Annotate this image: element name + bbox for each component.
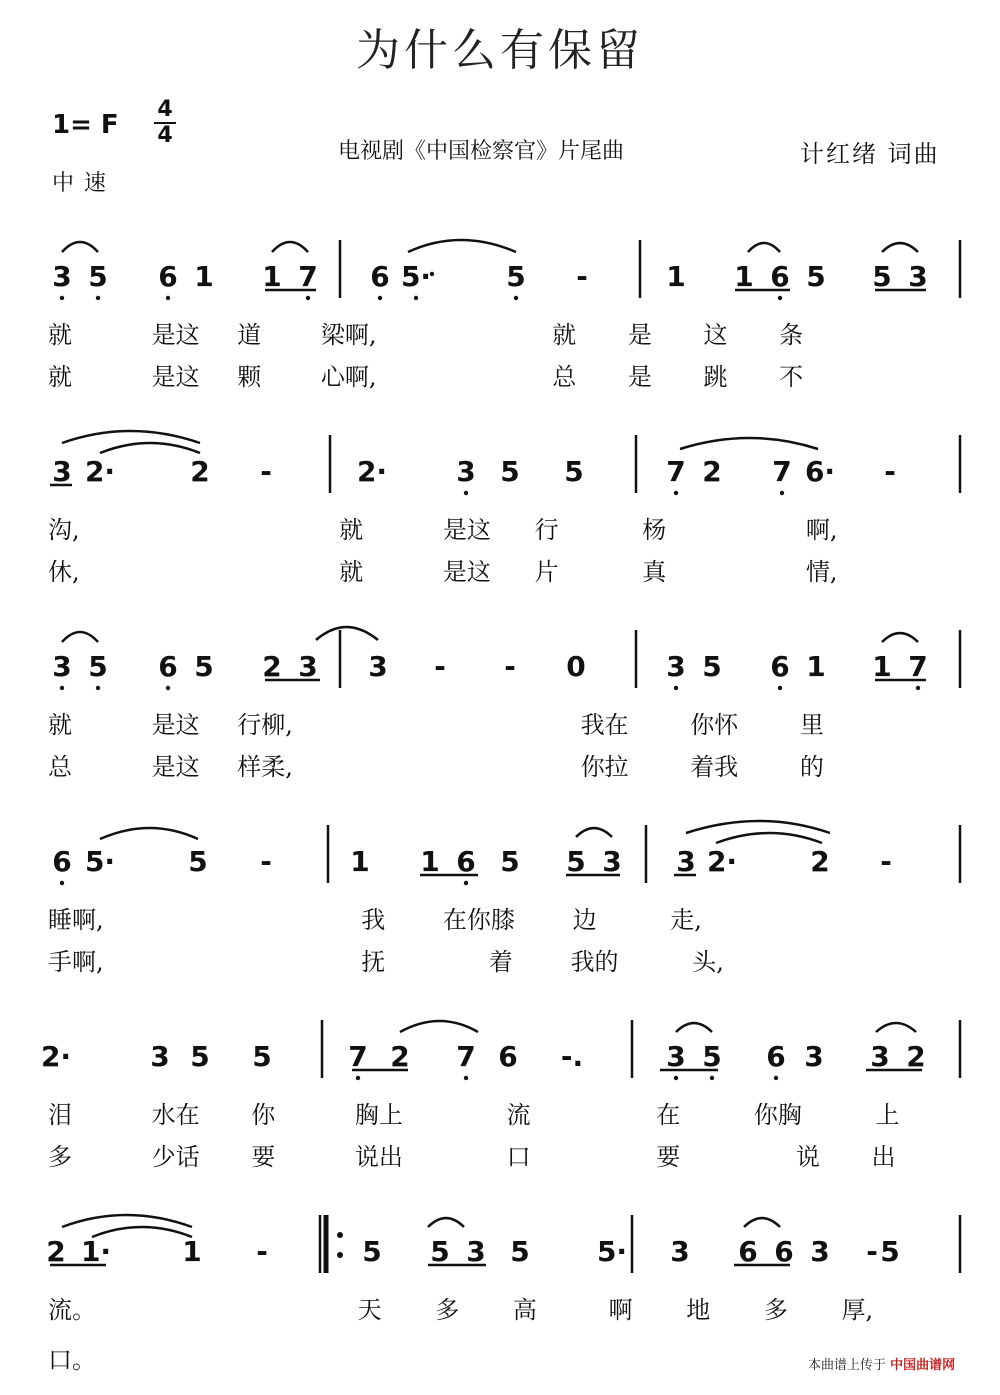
- note-digit: 2: [262, 650, 282, 683]
- lyric: 地: [686, 1296, 711, 1324]
- lyric: 流。: [48, 1296, 96, 1324]
- note-digit: 5: [88, 650, 108, 683]
- lyric: 多: [48, 1143, 72, 1171]
- note-digit: 5: [702, 650, 722, 683]
- note-digit: 5·: [400, 260, 432, 293]
- lyric: 着: [488, 948, 513, 976]
- note-digit: 3: [466, 1235, 486, 1268]
- note-digit: 3: [666, 650, 686, 683]
- lyric-line-2: [48, 552, 837, 587]
- lyric: 水在: [151, 1101, 200, 1129]
- note-digit: 3: [908, 260, 928, 293]
- lyric: 就: [48, 321, 72, 349]
- note-digit: 5: [500, 455, 520, 488]
- note-digit: 3: [456, 455, 476, 488]
- note-digit: 1: [734, 260, 754, 293]
- lyric: 厚,: [841, 1296, 874, 1324]
- tempo-marking: 中速: [52, 171, 117, 196]
- note-digit: -: [880, 845, 892, 878]
- lyric-line-1: [48, 705, 824, 740]
- note-digit: 2: [46, 1235, 66, 1268]
- lyric: 是这: [151, 321, 200, 349]
- note-digit: 6: [770, 260, 790, 293]
- footer-credit: [808, 1354, 955, 1373]
- note-digit: 2·: [84, 455, 116, 488]
- time-signature: [150, 98, 180, 148]
- note-digit: 1·: [80, 1235, 112, 1268]
- lyric: 在: [656, 1101, 681, 1129]
- credits: 计红绪 词曲: [800, 140, 940, 168]
- note-digit: 5: [252, 1040, 272, 1073]
- lyric: 在你膝: [442, 906, 515, 934]
- note-digit: 5: [806, 260, 826, 293]
- note-digit: 2·: [706, 845, 738, 878]
- note-digit: 3: [602, 845, 622, 878]
- lyric: 梁啊,: [320, 321, 377, 349]
- note-digit: 5: [880, 1235, 900, 1268]
- note-digit: 7: [772, 455, 792, 488]
- lyric: 里: [799, 711, 824, 739]
- footer-text: 本曲谱上传于: [808, 1358, 887, 1373]
- key-signature: 1= F: [52, 110, 119, 140]
- note-digit: 1: [182, 1235, 202, 1268]
- lyric-line-2: [48, 1340, 96, 1375]
- lyric: 天: [357, 1296, 382, 1324]
- lyric: 出: [871, 1143, 896, 1171]
- note-digit: 7: [298, 260, 318, 293]
- note-digit: 5: [566, 845, 586, 878]
- score-system-3: [0, 620, 1000, 810]
- time-signature-bottom: 4: [157, 123, 173, 148]
- note-digit: 6·: [804, 455, 836, 488]
- note-digit: 6: [766, 1040, 786, 1073]
- note-digit: 5: [190, 1040, 210, 1073]
- lyric: 多: [435, 1296, 460, 1324]
- lyric: 啊,: [805, 516, 838, 544]
- lyric-line-1: [48, 315, 803, 350]
- note-digit: 1: [350, 845, 370, 878]
- note-digit: 3: [810, 1235, 830, 1268]
- note-digit: 5: [500, 845, 520, 878]
- lyric: 我的: [570, 948, 619, 976]
- note-digit: -: [504, 650, 516, 683]
- note-digit: 3: [52, 260, 72, 293]
- note-digit: 5·: [84, 845, 116, 878]
- lyric: 口: [506, 1143, 531, 1171]
- lyric: 我: [361, 906, 386, 934]
- note-digit: 6: [52, 845, 72, 878]
- subtitle: 电视剧《中国检察官》片尾曲: [338, 139, 625, 164]
- lyric: 行: [534, 516, 559, 544]
- lyric: 片: [534, 558, 559, 586]
- note-digit: -: [256, 1235, 268, 1268]
- lyric: 是: [627, 321, 652, 349]
- lyric: 是这: [151, 363, 200, 391]
- lyric: 不: [779, 363, 804, 391]
- lyric: 道: [237, 321, 262, 349]
- lyric: 颗: [237, 363, 262, 391]
- note-digit: 5: [188, 845, 208, 878]
- note-digit: 2: [702, 455, 722, 488]
- lyric: 流: [506, 1101, 531, 1129]
- note-digit: 3: [298, 650, 318, 683]
- note-digit: 2: [390, 1040, 410, 1073]
- note-digit: 3: [368, 650, 388, 683]
- note-digit: 5: [872, 260, 892, 293]
- lyric-line-2: [48, 357, 803, 392]
- site-logo: 中国曲谱网: [890, 1358, 956, 1373]
- lyric: 就: [48, 363, 72, 391]
- lyric: 跳: [703, 363, 728, 391]
- note-digit: 5: [362, 1235, 382, 1268]
- note-digit: 1: [194, 260, 214, 293]
- note-digit: 6: [158, 260, 178, 293]
- lyric-line-1: [48, 900, 702, 935]
- note-digit: -: [434, 650, 446, 683]
- note-digit: 7: [348, 1040, 368, 1073]
- note-digit: 7: [908, 650, 928, 683]
- lyric: 是这: [151, 753, 200, 781]
- note-digit: 1: [262, 260, 282, 293]
- time-signature-top: 4: [157, 97, 173, 122]
- score-system-2: [0, 425, 1000, 615]
- lyric: 说出: [354, 1143, 403, 1171]
- note-digit: 3: [670, 1235, 690, 1268]
- note-digit: 5: [702, 1040, 722, 1073]
- score-system-1: [0, 230, 1000, 420]
- lyric: 休,: [48, 558, 80, 586]
- lyric-line-1: [48, 1095, 899, 1130]
- lyric: 是这: [442, 516, 491, 544]
- note-digit: 0: [566, 650, 586, 683]
- note-digit: 1: [872, 650, 892, 683]
- lyric: 是: [627, 363, 652, 391]
- lyric: 走,: [670, 906, 702, 934]
- note-digit: 1: [666, 260, 686, 293]
- note-digit: 2·: [40, 1040, 72, 1073]
- note-digit: 2·: [356, 455, 388, 488]
- score-system-5: [0, 1010, 1000, 1200]
- lyric: 你: [251, 1101, 276, 1129]
- note-digit: -: [260, 845, 272, 878]
- lyric: 口。: [48, 1346, 96, 1374]
- note-digit: 3: [676, 845, 696, 878]
- note-digit: 5·: [596, 1235, 628, 1268]
- note-digit: 6: [370, 260, 390, 293]
- lyric: 就: [552, 321, 577, 349]
- note-digit: -.: [560, 1040, 584, 1073]
- note-digit: 3: [804, 1040, 824, 1073]
- lyric: 多: [763, 1296, 788, 1324]
- lyric: 这: [703, 321, 728, 349]
- note-digit: 7: [666, 455, 686, 488]
- note-digit: -: [866, 1235, 878, 1268]
- lyric: 手啊,: [48, 948, 104, 976]
- lyric-line-1: [48, 510, 837, 545]
- lyric: 说: [795, 1143, 820, 1171]
- lyric: 总: [552, 363, 577, 391]
- note-digit: 6: [158, 650, 178, 683]
- lyric: 情,: [805, 558, 838, 586]
- lyric: 的: [799, 753, 824, 781]
- note-digit: 6: [456, 845, 476, 878]
- note-digit: 2: [190, 455, 210, 488]
- note-digit: 5: [564, 455, 584, 488]
- note-digit: 3: [666, 1040, 686, 1073]
- lyric: 我在: [580, 711, 629, 739]
- lyric: 少话: [151, 1143, 200, 1171]
- lyric-line-1: [48, 1290, 873, 1325]
- note-digit: 3: [870, 1040, 890, 1073]
- lyric: 睡啊,: [48, 906, 104, 934]
- lyric: 泪: [48, 1101, 72, 1129]
- lyric: 行柳,: [237, 711, 293, 739]
- lyric: 总: [48, 753, 72, 781]
- note-digit: 5: [506, 260, 526, 293]
- lyric: 头,: [692, 948, 724, 976]
- lyric-line-2: [48, 1137, 895, 1172]
- lyric: 胸上: [354, 1101, 403, 1129]
- note-digit: 3: [52, 650, 72, 683]
- lyric: 杨: [642, 516, 667, 544]
- lyric: 条: [779, 321, 804, 349]
- note-digit: 3: [52, 455, 72, 488]
- lyric-line-2: [48, 942, 724, 977]
- note-digit: 5: [510, 1235, 530, 1268]
- lyric: 真: [642, 558, 667, 586]
- score-system-4: [0, 815, 1000, 1005]
- note-digit: -: [576, 260, 588, 293]
- lyric: 上: [875, 1101, 900, 1129]
- note-digit: 1: [806, 650, 826, 683]
- lyric: 你胸: [753, 1101, 802, 1129]
- note-digit: 6: [738, 1235, 758, 1268]
- lyric: 心啊,: [320, 363, 377, 391]
- lyric: 边: [572, 906, 597, 934]
- lyric: 要: [251, 1143, 276, 1171]
- lyric: 啊: [608, 1296, 633, 1324]
- lyric: 着我: [690, 753, 739, 781]
- note-digit: 6: [770, 650, 790, 683]
- note-digit: 6: [774, 1235, 794, 1268]
- lyric: 你怀: [690, 711, 739, 739]
- note-digit: 2: [810, 845, 830, 878]
- note-digit: 3: [150, 1040, 170, 1073]
- note-digit: -: [260, 455, 272, 488]
- lyric: 抚: [361, 948, 386, 976]
- note-digit: 1: [420, 845, 440, 878]
- note-digit: 5: [88, 260, 108, 293]
- lyric-line-2: [48, 747, 824, 782]
- note-digit: 7: [456, 1040, 476, 1073]
- note-digit: 6: [498, 1040, 518, 1073]
- note-digit: 5: [194, 650, 214, 683]
- lyric: 高: [512, 1296, 537, 1324]
- note-digit: 2: [906, 1040, 926, 1073]
- note-digit: -: [884, 455, 896, 488]
- lyric: 就: [339, 558, 364, 586]
- lyric: 要: [656, 1143, 681, 1171]
- lyric: 沟,: [48, 516, 80, 544]
- lyric: 是这: [151, 711, 200, 739]
- lyric: 你拉: [580, 753, 629, 781]
- lyric: 就: [48, 711, 72, 739]
- lyric: 就: [339, 516, 364, 544]
- lyric: 是这: [442, 558, 491, 586]
- song-title: 为什么有保留: [356, 25, 644, 76]
- lyric: 样柔,: [237, 753, 293, 781]
- note-digit: 5: [430, 1235, 450, 1268]
